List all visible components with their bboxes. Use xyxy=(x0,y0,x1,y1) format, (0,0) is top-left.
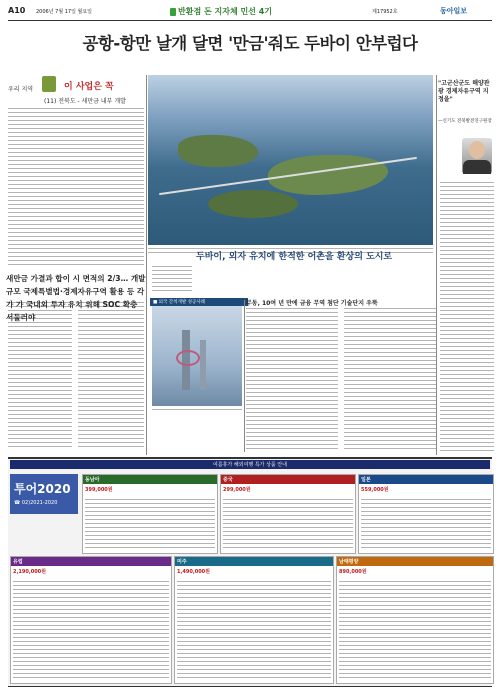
column-rule xyxy=(146,75,147,455)
ad-cell xyxy=(174,556,334,684)
ad-cell xyxy=(336,556,494,684)
ad-cell-price: 559,000원 xyxy=(361,487,389,493)
dubai-photo-caption xyxy=(152,407,242,411)
ad-cell-heading: 일본 xyxy=(359,475,493,484)
ad-cell-price: 1,490,000원 xyxy=(177,569,210,575)
ad-cell-price: 890,000원 xyxy=(339,569,367,575)
series-logo-icon xyxy=(42,76,56,92)
article-body-col4 xyxy=(344,306,436,452)
ad-cell-heading: 동남아 xyxy=(83,475,217,484)
island-shape xyxy=(178,135,258,167)
ad-cell-price: 399,000원 xyxy=(85,487,113,493)
series-subtitle: (11) 전북도 - 새만금 내부 개발 xyxy=(44,98,126,105)
ad-cell-body xyxy=(177,579,331,681)
ad-cell-heading: 미주 xyxy=(175,557,333,566)
ad-cell-body xyxy=(223,497,353,551)
footer-rule xyxy=(8,686,492,687)
column-rule xyxy=(244,300,245,452)
article-body-lead xyxy=(8,106,144,266)
ad-cell xyxy=(82,474,218,554)
aerial-photo xyxy=(148,75,433,245)
article-body-col3 xyxy=(246,306,338,452)
series-name: 이 사업은 꼭 xyxy=(64,82,114,92)
secondary-headline: 두바이, 외자 유치에 한적한 어촌을 환상의 도시로 xyxy=(196,252,393,262)
ad-cell-heading: 유럽 xyxy=(11,557,171,566)
ad-cell-body xyxy=(13,579,169,681)
tower-shape xyxy=(200,340,206,390)
article-body-snippet xyxy=(152,264,192,294)
newspaper-name: 동아일보 xyxy=(440,7,468,15)
ad-cell-price: 2,190,000원 xyxy=(13,569,46,575)
ad-cell-body xyxy=(361,497,491,551)
tour-phone: ☎ 02)2021-2020 xyxy=(14,500,58,506)
section-title: 반환점 돈 지자체 민선 4기 xyxy=(178,7,272,16)
ad-cell-heading: 중국 xyxy=(221,475,355,484)
island-shape xyxy=(208,190,298,218)
tour-brand: 투어2020 xyxy=(14,482,71,496)
pull-quote: "고군산군도 해양관광 경제자유구역 지정을" xyxy=(438,80,490,103)
ad-cell-price: 299,000원 xyxy=(223,487,251,493)
sidebar-headline: 무동, 10여 년 만에 금융 무역 첨단 기술단지 우뚝 xyxy=(246,300,378,307)
sub-headline: 새만금 가결과 합이 시 면적의 2/3… 개발 규모 국제특별법·경제자유구역 활용 등 각 가 가 국내외 투자 유치 위해 SOC 확충 서둘러야 xyxy=(6,274,146,322)
ad-cell xyxy=(10,556,172,684)
portrait-face xyxy=(469,141,485,159)
main-headline: 공항-항만 날개 달면 '만금'줘도 두바이 안부럽다 xyxy=(82,34,418,53)
ad-cell-body xyxy=(85,497,215,551)
ad-cell-body xyxy=(339,579,491,681)
tower-ring xyxy=(176,350,200,366)
issue-number: 제17952호 xyxy=(372,9,398,15)
section-icon xyxy=(170,8,176,16)
column-rule xyxy=(436,75,437,455)
publication-date: 2006년 7월 17일 월요일 xyxy=(36,9,93,15)
portrait-suit xyxy=(463,160,491,174)
series-label: 우리 지역 xyxy=(8,86,34,93)
ad-cell-heading: 남태평양 xyxy=(337,557,493,566)
page-number: A10 xyxy=(8,6,26,15)
quote-author: —신기도 전북발전연구원장 xyxy=(438,119,492,124)
ad-cell xyxy=(220,474,356,554)
article-body-col5 xyxy=(440,180,494,452)
ad-banner-title: 여름휴가 해외여행 특가 상품 안내 xyxy=(10,460,490,469)
ad-cell xyxy=(358,474,494,554)
sidebar-box-title: ■ 외국 간척개발 성공사례 xyxy=(150,298,248,306)
